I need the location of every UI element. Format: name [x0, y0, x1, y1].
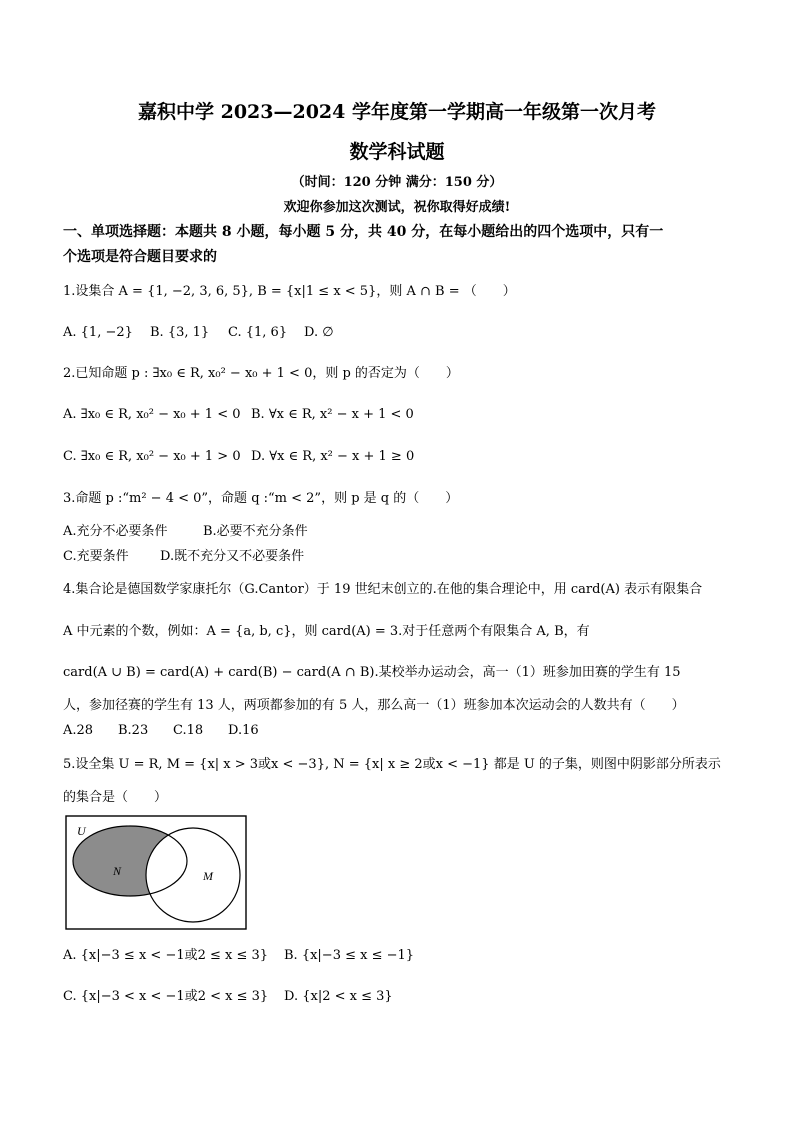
q3-option-d: D.既不充分又不必要条件: [160, 549, 305, 564]
q4-option-c: C.18: [173, 723, 204, 738]
q3-option-b: B.必要不充分条件: [203, 524, 308, 539]
venn-label-n: N: [113, 864, 122, 878]
q1-option-b: B. {3, 1}: [150, 325, 210, 340]
q4-option-d: D.16: [228, 723, 259, 738]
q3-option-a: A.充分不必要条件: [63, 524, 168, 539]
q2-option-d: D. ∀x ∈ R, x² − x + 1 ≥ 0: [251, 449, 415, 464]
q3-stem: 3.命题 p :“m² − 4 < 0”，命题 q :“m < 2”，则 p 是 q 的（ ）: [63, 491, 459, 506]
section-heading-line2: 个选项是符合题目要求的: [63, 249, 217, 265]
q4-line2: A 中元素的个数，例如：A = {a, b, c}，则 card(A) = 3.对于任意两个有限集合 A, B，有: [63, 624, 590, 639]
q5-option-b: B. {x|−3 ≤ x ≤ −1}: [284, 948, 415, 963]
venn-diagram: [65, 815, 249, 931]
section-heading-line1: 一、单项选择题：本题共 8 小题，每小题 5 分，共 40 分，在每小题给出的四个选项中，只有一: [63, 224, 664, 240]
q1-option-a: A. {1, −2}: [63, 325, 133, 340]
q5-option-c: C. {x|−3 < x < −1或2 < x ≤ 3}: [63, 989, 269, 1004]
q2-option-b: B. ∀x ∈ R, x² − x + 1 < 0: [251, 407, 414, 422]
q4-line4: 人，参加径赛的学生有 13 人，两项都参加的有 5 人，那么高一（1）班参加本次运动会的人数共有（ ）: [63, 698, 685, 713]
q5-option-a: A. {x|−3 ≤ x < −1或2 ≤ x ≤ 3}: [63, 948, 269, 963]
q2-option-a: A. ∃x₀ ∈ R, x₀² − x₀ + 1 < 0: [63, 407, 241, 422]
q1-option-c: C. {1, 6}: [228, 325, 288, 340]
q4-option-b: B.23: [118, 723, 149, 738]
q5-option-d: D. {x|2 < x ≤ 3}: [284, 989, 393, 1004]
venn-label-m: M: [203, 869, 213, 883]
welcome-text: 欢迎你参加这次测试，祝你取得好成绩!: [283, 200, 511, 215]
q5-line1: 5.设全集 U = R, M = {x| x > 3或x < −3}, N = {x| x ≥ 2或x < −1} 都是 U 的子集，则图中阴影部分所表示: [63, 757, 721, 772]
q1-option-d: D. ∅: [304, 325, 334, 340]
q4-option-a: A.28: [63, 723, 94, 738]
q3-option-c: C.充要条件: [63, 549, 129, 564]
q5-line2: 的集合是（ ）: [63, 790, 168, 805]
q2-option-c: C. ∃x₀ ∈ R, x₀² − x₀ + 1 > 0: [63, 449, 241, 464]
venn-label-u: U: [77, 824, 86, 838]
q1-stem: 1.设集合 A = {1, −2, 3, 6, 5}, B = {x|1 ≤ x < 5}，则 A ∩ B = （ ）: [63, 284, 516, 299]
q4-line3: card(A ∪ B) = card(A) + card(B) − card(A ∩ B).某校举办运动会，高一（1）班参加田赛的学生有 15: [63, 665, 681, 680]
q4-line1: 4.集合论是德国数学家康托尔（G.Cantor）于 19 世纪末创立的.在他的集合理论中，用 card(A) 表示有限集合: [63, 582, 703, 597]
exam-title: 嘉积中学 2023—2024 学年度第一学期高一年级第一次月考: [138, 101, 656, 123]
exam-meta: （时间：120 分钟 满分：150 分）: [291, 175, 503, 190]
q2-stem: 2.已知命题 p : ∃x₀ ∈ R, x₀² − x₀ + 1 < 0，则 p 的否定为（ ）: [63, 366, 459, 381]
exam-subtitle: 数学科试题: [349, 141, 445, 163]
